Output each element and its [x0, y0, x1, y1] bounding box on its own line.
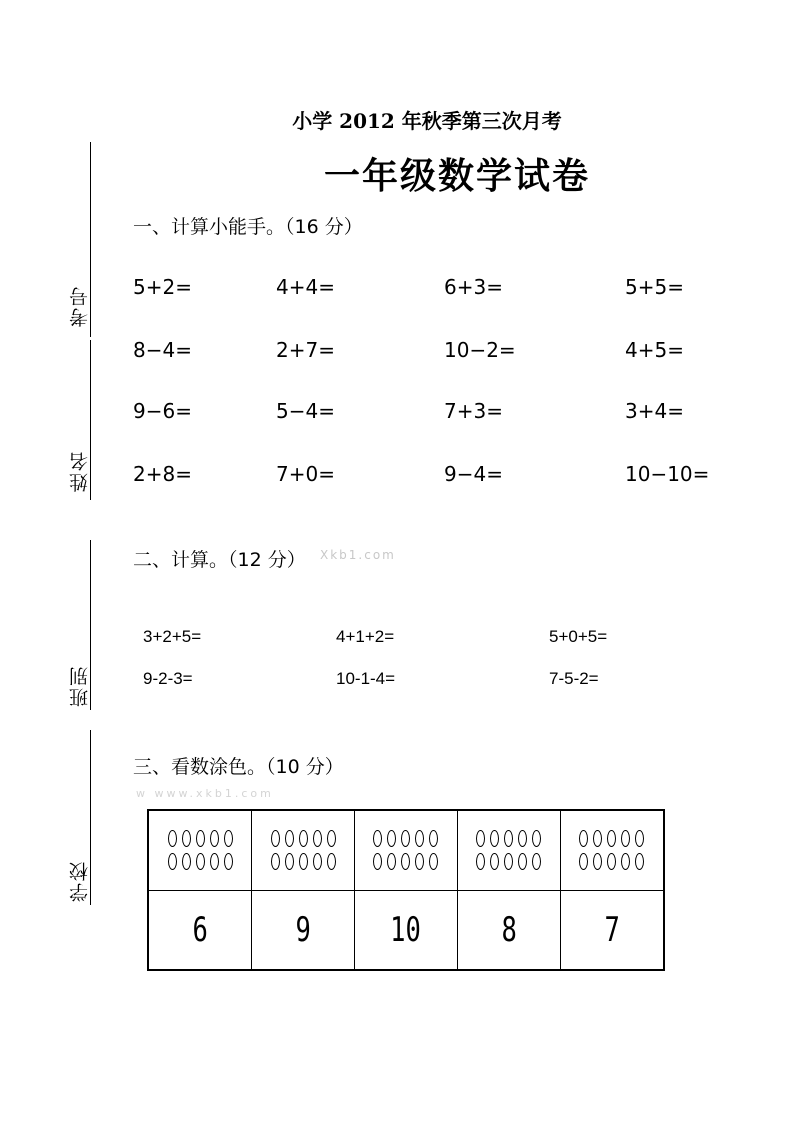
oval-shape[interactable] [607, 830, 616, 847]
problem: 9-2-3= [143, 669, 193, 688]
number-cell [148, 890, 252, 970]
oval-shape[interactable] [387, 830, 396, 847]
problem: 10-1-4= [336, 669, 396, 688]
number-row [148, 890, 664, 970]
problem: 7+0= [276, 462, 335, 486]
problem: 10−10= [625, 462, 710, 486]
exam-number-label: 考号 [69, 285, 91, 327]
oval-line [252, 830, 354, 847]
school-label: 学校 [69, 860, 91, 902]
exam-subtitle: 小学 2012 年秋季第三次月考 [292, 109, 562, 133]
number-cell [457, 890, 560, 970]
problem: 9−4= [444, 462, 503, 486]
oval-shape[interactable] [401, 830, 410, 847]
oval-line [149, 830, 251, 847]
problem: 2+7= [276, 338, 335, 362]
problem: 2+8= [133, 462, 192, 486]
oval-group [355, 810, 458, 890]
oval-group [560, 810, 664, 890]
problem: 8−4= [133, 338, 192, 362]
oval-shape[interactable] [635, 830, 644, 847]
oval-shape[interactable] [313, 853, 322, 870]
oval-shape[interactable] [401, 853, 410, 870]
oval-shape[interactable] [210, 830, 219, 847]
oval-shape[interactable] [490, 853, 499, 870]
problem: 5−4= [276, 399, 335, 423]
oval-shape[interactable] [607, 853, 616, 870]
problem: 4+4= [276, 275, 335, 299]
watermark: Xkb1.com [320, 548, 396, 562]
class-label: 班别 [69, 665, 91, 707]
oval-line [561, 853, 663, 870]
number-cell [355, 890, 458, 970]
oval-line [458, 853, 560, 870]
oval-line [458, 830, 560, 847]
oval-shape[interactable] [504, 830, 513, 847]
oval-shape[interactable] [518, 830, 527, 847]
oval-row [148, 810, 664, 890]
oval-shape[interactable] [313, 830, 322, 847]
oval-shape[interactable] [299, 830, 308, 847]
name-label: 姓名 [69, 450, 91, 492]
oval-group [457, 810, 560, 890]
oval-shape[interactable] [327, 830, 336, 847]
oval-shape[interactable] [182, 830, 191, 847]
oval-shape[interactable] [196, 830, 205, 847]
oval-shape[interactable] [327, 853, 336, 870]
section3-heading: 三、看数涂色。（10 分） [133, 756, 344, 778]
oval-line [355, 830, 457, 847]
problem: 5+2= [133, 275, 192, 299]
oval-shape[interactable] [593, 853, 602, 870]
oval-shape[interactable] [621, 830, 630, 847]
oval-shape[interactable] [373, 853, 382, 870]
problem: 10−2= [444, 338, 516, 362]
oval-shape[interactable] [593, 830, 602, 847]
oval-shape[interactable] [271, 830, 280, 847]
oval-shape[interactable] [224, 830, 233, 847]
problem: 3+2+5= [143, 627, 202, 646]
oval-shape[interactable] [532, 853, 541, 870]
oval-shape[interactable] [415, 830, 424, 847]
target-number: 10 [390, 909, 422, 950]
oval-shape[interactable] [476, 830, 485, 847]
oval-shape[interactable] [299, 853, 308, 870]
page-title: 一年级数学试卷 [323, 156, 590, 197]
section2-heading: 二、计算。（12 分） [133, 549, 306, 571]
problem: 5+5= [625, 275, 684, 299]
oval-shape[interactable] [182, 853, 191, 870]
oval-shape[interactable] [285, 830, 294, 847]
oval-shape[interactable] [579, 830, 588, 847]
number-cell [252, 890, 355, 970]
oval-shape[interactable] [415, 853, 424, 870]
problem: 7+3= [444, 399, 503, 423]
problem: 6+3= [444, 275, 503, 299]
oval-shape[interactable] [476, 853, 485, 870]
oval-shape[interactable] [210, 853, 219, 870]
target-number: 8 [501, 909, 517, 950]
problem: 5+0+5= [549, 627, 608, 646]
oval-shape[interactable] [271, 853, 280, 870]
target-number: 7 [604, 909, 620, 950]
oval-line [355, 853, 457, 870]
oval-shape[interactable] [373, 830, 382, 847]
oval-shape[interactable] [504, 853, 513, 870]
oval-shape[interactable] [168, 830, 177, 847]
oval-shape[interactable] [429, 830, 438, 847]
oval-shape[interactable] [285, 853, 294, 870]
section1-heading: 一、计算小能手。（16 分） [133, 216, 363, 238]
oval-shape[interactable] [532, 830, 541, 847]
watermark: w www.xkb1.com [136, 787, 274, 800]
oval-group [252, 810, 355, 890]
oval-shape[interactable] [490, 830, 499, 847]
oval-shape[interactable] [224, 853, 233, 870]
oval-shape[interactable] [579, 853, 588, 870]
oval-shape[interactable] [387, 853, 396, 870]
oval-shape[interactable] [621, 853, 630, 870]
color-count-table [147, 809, 665, 971]
oval-group [148, 810, 252, 890]
oval-line [252, 853, 354, 870]
problem: 7-5-2= [549, 669, 599, 688]
problem: 4+5= [625, 338, 684, 362]
oval-shape[interactable] [429, 853, 438, 870]
oval-line [149, 853, 251, 870]
target-number: 9 [295, 909, 311, 950]
number-cell [560, 890, 664, 970]
problem: 9−6= [133, 399, 192, 423]
target-number: 6 [192, 909, 208, 950]
problem: 4+1+2= [336, 627, 395, 646]
oval-shape[interactable] [196, 853, 205, 870]
oval-shape[interactable] [635, 853, 644, 870]
oval-shape[interactable] [518, 853, 527, 870]
problem: 3+4= [625, 399, 684, 423]
oval-shape[interactable] [168, 853, 177, 870]
oval-line [561, 830, 663, 847]
